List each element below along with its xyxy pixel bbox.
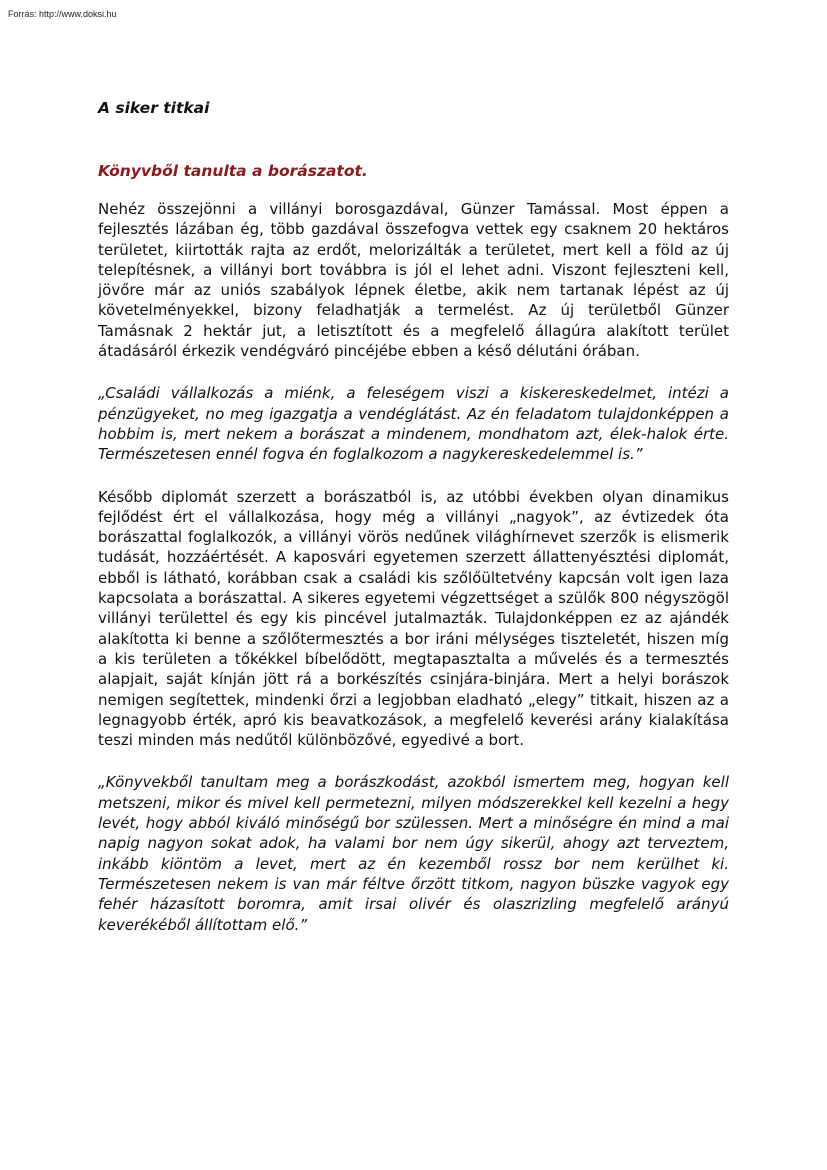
quote-learning-from-books: „Könyvekből tanultam meg a borászkodást, azokból ismertem meg, hogyan kell metszeni, mikor és mivel kell permetezni, milyen módszerekkel kell kezelni a hegy levét, hogy abból kiváló minőségű bor szülessen. Mert a minőségre én mind a mai napig nagyon sokat adok, ha valami bor nem úgy sikerül, ahogy azt terveztem, inkább kiöntöm a levet, mert az én kezemből rossz bor nem kerülhet ki. Természetesen nekem is van már féltve őrzött titkom, nagyon büszke vagyok egy fehér házasított boromra, amit irsai olivér és olaszrizling megfelelő arányú keverékéből állítottam elő.”: [98, 773, 729, 934]
source-label: Forrás: http://www.doksi.hu: [8, 9, 117, 19]
paragraph-career: Később diplomát szerzett a borászatból is, az utóbbi években olyan dinamikus fejlődést ért el vállalkozása, hogy még a villányi „nagyok”, az évtizedek óta borászattal foglalkozók, a villányi vörös nedűnek világhírnevet szerzők is elismerik tudását, hozzáértését. A kaposvári egyetemen szerzett állattenyésztési diplomát, ebből is látható, korábban csak a családi kis szőlőültetvény kapcsán volt igen laza kapcsolata a borászattal. A sikeres egyetemi végzettséget a szülők 800 négyszögöl villányi területtel és egy kis pincével jutalmazták. Tulajdonképpen ez az ajándék alakította ki benne a szőlőtermesztés a bor iráni mélységes tiszteletét, hiszen míg a kis területen a tőkékkel bíbelődött, megtapasztalta a művelés és a termesztés alapjait, saját kínján jött rá a borkészítés csinjára-binjára. Mert a helyi borászok nemigen segítettek, mindenki őrzi a legjobban eladható „elegy” titkait, hiszen az a legnagyobb érték, apró kis beavatkozások, a megfelelő keverési arány kialakítása teszi minden más nedűtől különbözővé, egyedivé a bort.: [98, 487, 729, 750]
article-subtitle: Könyvből tanulta a borászatot.: [98, 162, 368, 180]
document-title: A siker titkai: [98, 99, 210, 117]
paragraph-intro: Nehéz összejönni a villányi borosgazdával, Günzer Tamással. Most éppen a fejlesztés lázában ég, több gazdával összefogva vettek egy csaknem 20 hektáros területet, kiirtották rajta az erdőt, melorizálták a területet, mert kell a föld az új telepítésnek, a villányi bort továbbra is jól el lehet adni. Viszont fejleszteni kell, jövőre már az uniós szabályok lépnek életbe, akik nem tartanak lépést az új követelményekkel, bizony feladhatják a termelést. Az új területből Günzer Tamásnak 2 hektár jut, a letisztított és a megfelelő állagúra alakított terület átadásáról érkezik vendégváró pincéjébe ebben a késő délutáni órában.: [98, 200, 729, 361]
quote-family-business: „Családi vállalkozás a miénk, a feleségem viszi a kiskereskedelmet, intézi a pénzügyeket, no meg igazgatja a vendéglátást. Az én feladatom tulajdonképpen a hobbim is, mert nekem a borászat a mindenem, mondhatom azt, élek-halok érte. Természetesen ennél fogva én foglalkozom a nagykereskedelemmel is.”: [98, 384, 729, 464]
document-body: [98, 98, 729, 935]
